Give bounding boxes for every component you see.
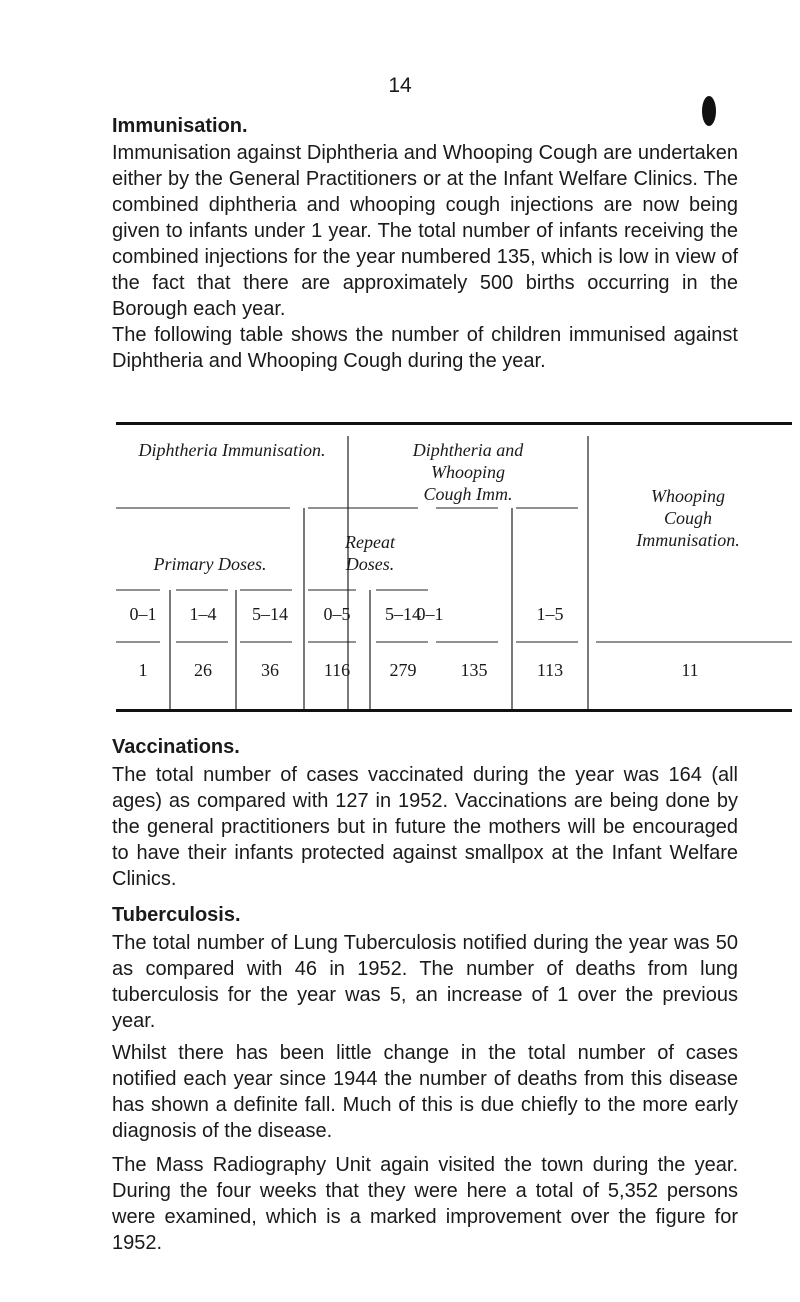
repeat-doses-header-line-2: Doses.: [345, 554, 395, 574]
immunisation-paragraph-1: Immunisation against Diphtheria and Whooping Cough are undertaken either by the General Practitioners or at the Infant Welfare Clinics. The combined diphtheria and whooping cough injections are now being given to infants under 1 year. The total number of infants receiving the combined injections for the year numbered 135, which is low in view of the fact that there are approximately 500 births occurring in the Borough each year.: [112, 142, 738, 320]
diphtheria-immunisation-header: Diphtheria Immunisation.: [138, 440, 326, 460]
vaccinations-heading: Vaccinations.: [112, 736, 240, 758]
whooping-header-line-2: Cough: [663, 508, 712, 528]
ink-blot: [702, 96, 716, 126]
combined-header-line-3: Cough Imm.: [423, 484, 513, 504]
whooping-header-line-3: Immunisation.: [636, 530, 740, 550]
tuberculosis-paragraph-1: The total number of Lung Tuberculosis notified during the year was 50 as compared with 46 in 1952. The number of deaths from lung tuberculosis for the year was 5, an increase of 1 over the previous year.: [112, 932, 738, 1032]
value-cell: 1: [138, 660, 148, 680]
value-cell: 113: [536, 660, 564, 680]
primary-doses-header: Primary Doses.: [153, 554, 267, 574]
tuberculosis-paragraph-3: The Mass Radiography Unit again visited the town during the year. During the four weeks that they were here a total of 5,352 persons were examined, which is a marked improvement over the figure for 1952.: [112, 1154, 738, 1254]
whooping-header-line-1: Whooping: [651, 486, 725, 506]
value-cell: 36: [261, 660, 279, 680]
combined-header-line-1: Diphtheria and: [412, 440, 524, 460]
immunisation-table: [116, 422, 792, 712]
tuberculosis-heading: Tuberculosis.: [112, 904, 241, 926]
age-label: 5–14: [252, 604, 288, 624]
age-label: 5–14: [385, 604, 421, 624]
age-label: 0–1: [129, 604, 157, 624]
immunisation-paragraph-2: The following table shows the number of children immunised against Diphtheria and Whooping Cough during the year.: [112, 324, 738, 372]
value-cell: 279: [389, 660, 417, 680]
repeat-doses-header-line-1: Repeat: [345, 532, 395, 552]
tuberculosis-paragraph-2: Whilst there has been little change in the total number of cases notified each year since 1944 the number of deaths from this disease has shown a definite fall. Much of this is due chiefly to the more early diagnosis of the disease.: [112, 1042, 738, 1142]
age-label: 0–5: [323, 604, 351, 624]
age-label: 1–5: [536, 604, 564, 624]
page-number: 14: [388, 74, 412, 97]
vaccinations-paragraph: The total number of cases vaccinated during the year was 164 (all ages) as compared with 127 in 1952. Vaccinations are being done by the general practitioners but in future the mothers will be encouraged to have their infants protected against smallpox at the Infant Welfare Clinics.: [112, 764, 738, 890]
value-cell: 135: [460, 660, 488, 680]
value-cell: 116: [323, 660, 351, 680]
value-cell: 11: [681, 660, 699, 680]
value-cell: 26: [194, 660, 212, 680]
immunisation-heading: Immunisation.: [112, 115, 248, 137]
age-label: 0–1: [416, 604, 444, 624]
age-label: 1–4: [189, 604, 217, 624]
combined-header-line-2: Whooping: [431, 462, 505, 482]
